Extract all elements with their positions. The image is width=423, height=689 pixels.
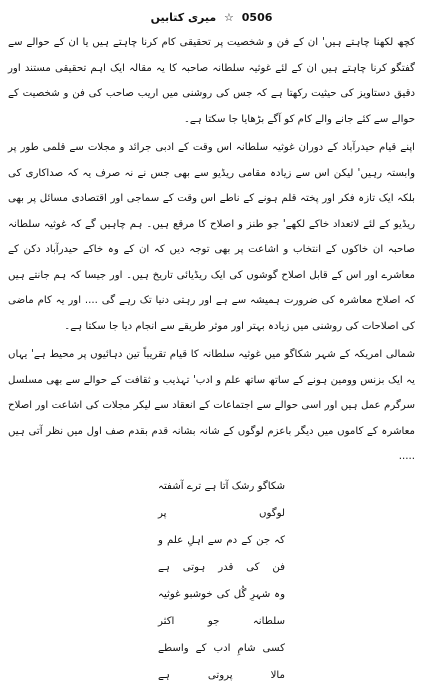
paragraph-chicago: شمالی امریکہ کے شہر شکاگو میں غوثیہ سلطانہ کا قیام تقریباً تین دہائیوں پر محیط ہے' یہاں یہ ایک بزنس وومین ہونے کے ساتھ ساتھ علم و ادب' تہذیب و ثقافت کے حوالے سے بھی مسلسل سرگرم عمل ہیں اور اسی حوالے سے اجتماعات کے انعقاد سے لیکر مجلات کی اشاعت اور اصلاح معاشرہ کے کاموں میں دیگر باعزم لوگوں کے شانہ بشانہ قدم بقدم صف اول میں نظر آتی ہیں ..... (8, 349, 415, 462)
page-header (8, 10, 415, 30)
poem-line: شکاگو رشک آتا ہے ترے آشفتہ لوگوں پر (158, 480, 285, 519)
star-icon: ☆ (224, 11, 234, 24)
paragraph-hyderabad: اپنے قیام حیدرآباد کے دوران غوثیہ سلطانہ اس وقت کے ادبی جرائد و مجلات سے قلمی طور پر وابستہ رہیں' لیکن اس سے زیادہ مقامی ریڈیو سے بھی جس نے نہ صرف یہ کہ صداکاری کی بلکہ ایک تازہ فکر اور پختہ قلم ہونے کے ناطے اس وقت کے سماجی اور اقتصادی مسائل پر بھی ریڈیو کے لئے لاتعداد خاکے لکھے' جو طنز و اصلاح کا مرقع ہیں۔ ہم چاہیں گے کہ غوثیہ سلطانہ صاحبہ ان خاکوں کے انتخاب و اشاعت پر بھی توجہ دیں کہ ان کے وہ خاکے حیدرآباد دکن کے معاشرے اور اس کے قابل اصلاح گوشوں کی ایک ریڈیائی تاریخ ہیں۔ اور جیسا کہ ہم جانتے ہیں کہ اصلاح معاشرہ کی ضرورت ہمیشہ سے ہے اور رہتی دنیا تک رہے گی .... اور یہ کام ماضی کی اصلاحات کی روشنی میں زیادہ بہتر اور موثر طریقے سے انجام دیا جا سکتا ہے۔ (8, 142, 415, 332)
page-number: 0506 (241, 11, 273, 24)
paragraph-intro: کچھ لکھنا چاہتے ہیں' ان کے فن و شخصیت پر تحقیقی کام کرنا چاہتے ہیں یا ان کے حوالے سے گفتگو کرنا چاہتے ہیں ان کے لئے غوثیہ سلطانہ صاحبہ کا یہ مقالہ ایک اہم تحقیقی مستند اور دقیق دستاویز کی حیثیت رکھتا ہے کہ جس کی روشنی میں اریب صاحب کی فن و شخصیت کے حوالے سے کئے جانے والے کام کو آگے بڑھایا جا سکتا ہے۔ (8, 37, 415, 125)
book-title: میری کتابیں (150, 11, 217, 24)
poem (8, 473, 415, 689)
poem-line: کسی شامِ ادب کے واسطے مالا پروتی ہے (158, 642, 285, 681)
poem-line: وہ شہرِ گُل کی خوشبو غوثیہ سلطانہ جو اکثر (158, 588, 285, 627)
poem-line: کہ جن کے دم سے اہلِ علم و فن کی قدر ہوتی ہے (158, 534, 285, 573)
